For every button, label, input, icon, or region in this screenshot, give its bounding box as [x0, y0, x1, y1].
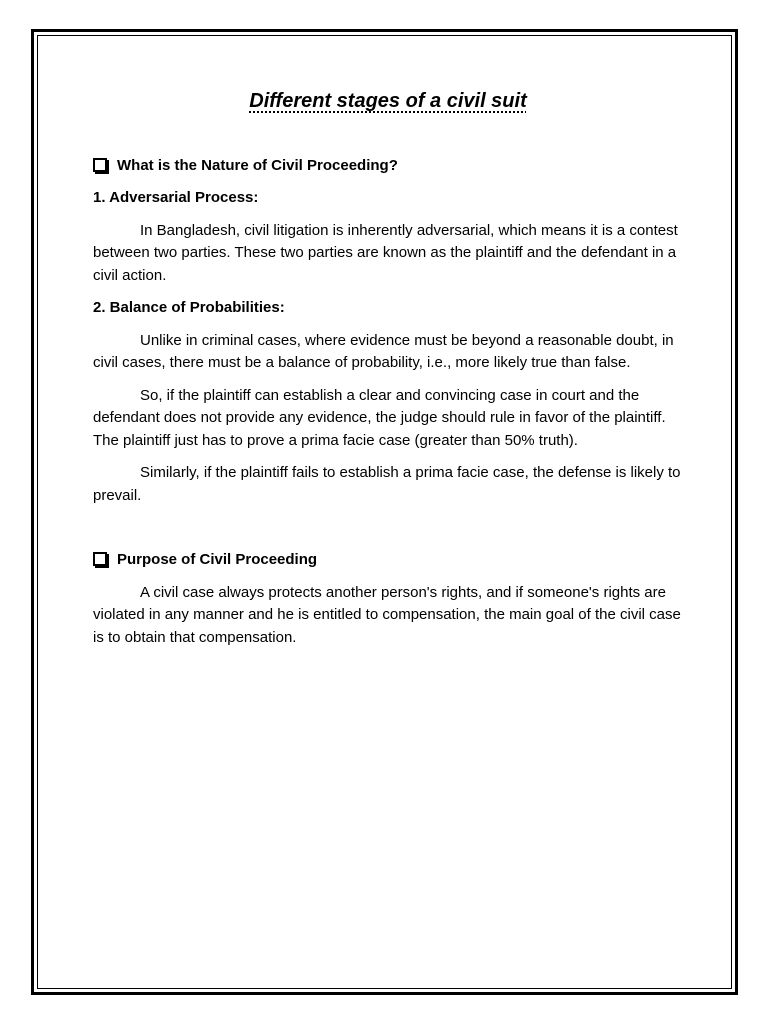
paragraph-purpose: A civil case always protects another person's rights, and if someone's rights are violated in any manner and he is entitled to compensation, the main goal of the civil case is to obtain that compensation.: [93, 583, 681, 646]
section-heading-purpose-text: Purpose of Civil Proceeding: [117, 551, 318, 568]
paragraph-balance-3: Similarly, if the plaintiff fails to establish a prima facie case, the defense is likely to prevail.: [93, 464, 681, 504]
subheading-balance: 2. Balance of Probabilities:: [93, 299, 285, 316]
paragraph-balance-2: So, if the plaintiff can establish a clear and convincing case in court and the defendant does not provide any evidence, the judge should rule in favor of the plaintiff. The plaintiff just has to prove a prima facie case (greater than 50% truth).: [93, 386, 666, 449]
paragraph-balance-1: Unlike in criminal cases, where evidence must be beyond a reasonable doubt, in civil cases, there must be a balance of probability, i.e., more likely true than false.: [93, 331, 674, 371]
paragraph-adversarial: In Bangladesh, civil litigation is inherently adversarial, which means it is a contest between two parties. These two parties are known as the plaintiff and the defendant in a civil action.: [93, 221, 678, 284]
section-heading-purpose: [93, 549, 683, 572]
section-heading-nature: [93, 155, 683, 178]
checkbox-bullet-icon: [93, 552, 107, 566]
document-body: [93, 86, 683, 659]
checkbox-bullet-icon: [93, 158, 107, 172]
section-heading-nature-text: What is the Nature of Civil Proceeding?: [117, 156, 398, 174]
subheading-adversarial: 1. Adversarial Process:: [93, 189, 259, 206]
spacer: [93, 517, 683, 549]
document-title: Different stages of a civil suit: [249, 90, 527, 112]
